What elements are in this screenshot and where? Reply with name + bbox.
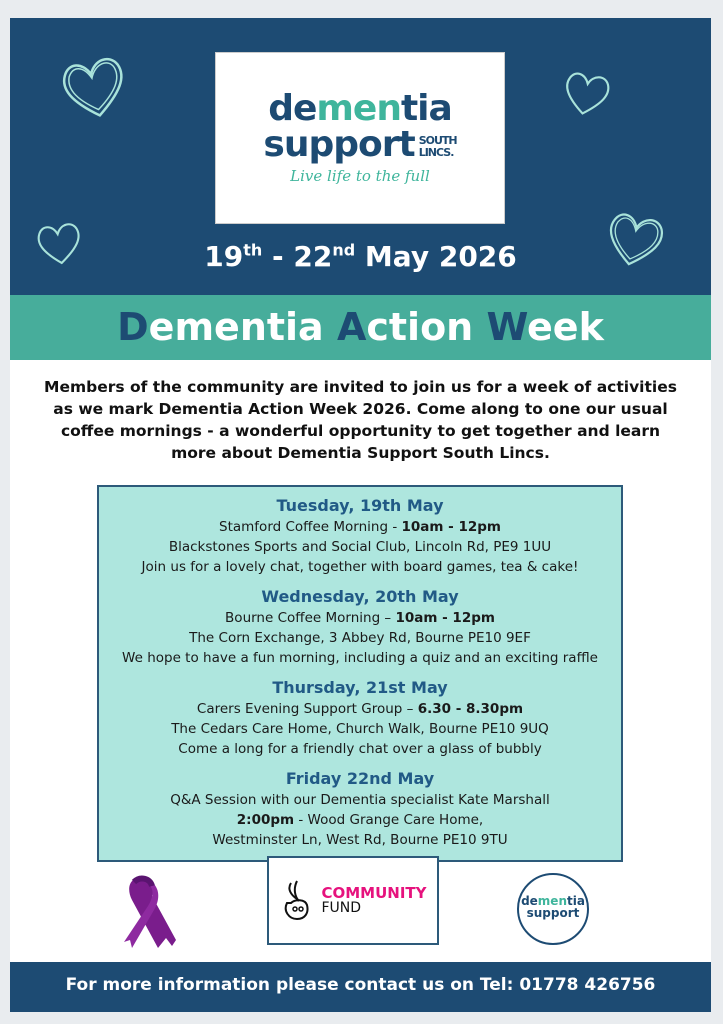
schedule-box [97, 485, 623, 862]
logo-text: tia [400, 88, 452, 129]
dementia-support-logo [215, 52, 505, 224]
logo-text: LINCS. [418, 146, 454, 159]
heart-icon [560, 68, 612, 118]
event-day: Wednesday, 20th May [261, 587, 459, 606]
event-day: Tuesday, 19th May [276, 496, 444, 515]
event-location: Westminster Ln, West Rd, Bourne PE10 9TU [212, 832, 508, 848]
event-day: Thursday, 21st May [272, 678, 448, 697]
crossed-fingers-icon [279, 879, 315, 923]
event-item: Wednesday, 20th May Bourne Coffee Morning – 10am - 12pm The Corn Exchange, 3 Abbey Rd, Bourne PE10 9EF We hope to have a fun morning, including a quiz and an exciting raffle [99, 586, 621, 668]
community-fund-text: FUND [321, 900, 362, 916]
event-day: Friday 22nd May [285, 769, 435, 788]
community-fund-text: COMMUNITY [321, 884, 427, 902]
dementia-support-round-logo: dementia support [517, 873, 589, 945]
logo-text: men [316, 88, 401, 129]
event-description: Q&A Session with our Dementia specialist Kate Marshall [170, 792, 550, 808]
community-fund-logo [267, 856, 439, 945]
intro-text: Members of the community are invited to join us for a week of activities as we mark Dementia Action Week 2026. Come along to one our usual coffee mornings - a wonderful opportunity to get together and learn more about Dementia Support South Lincs. [44, 378, 677, 462]
event-item: Tuesday, 19th May Stamford Coffee Morning - 10am - 12pm Blackstones Sports and Social Club, Lincoln Rd, PE9 1UU Join us for a lovely chat, together with board games, tea & cake! [99, 495, 621, 577]
event-location: Blackstones Sports and Social Club, Lincoln Rd, PE9 1UU [168, 539, 552, 555]
header-section [10, 18, 711, 295]
logo-text: de [268, 88, 317, 129]
event-description: Join us for a lovely chat, together with board games, tea & cake! [141, 559, 579, 575]
purple-ribbon-icon [118, 874, 178, 950]
event-description: We hope to have a fun morning, including a quiz and an exciting raffle [122, 650, 598, 666]
logo-tagline: Live life to the full [290, 167, 430, 185]
event-location: The Corn Exchange, 3 Abbey Rd, Bourne PE10 9EF [189, 630, 531, 646]
logo-text: SOUTH [418, 134, 457, 147]
heart-icon [58, 52, 130, 122]
event-dates: 19th - 22nd May 2026 [204, 240, 517, 273]
event-description: Come a long for a friendly chat over a glass of bubbly [178, 741, 542, 757]
page-title: Dementia Action Week [10, 295, 711, 360]
event-item: Friday 22nd May Q&A Session with our Dementia specialist Kate Marshall 2:00pm - Wood Grange Care Home, Westminster Ln, West Rd, Bourne PE10 9TU [99, 768, 621, 850]
poster [10, 18, 711, 1012]
logo-text: support [263, 124, 415, 165]
event-item: Thursday, 21st May Carers Evening Support Group – 6.30 - 8.30pm The Cedars Care Home, Church Walk, Bourne PE10 9UQ Come a long for a friendly chat over a glass of bubbly [99, 677, 621, 759]
contact-footer: For more information please contact us on Tel: 01778 426756 [10, 962, 711, 1012]
event-location: The Cedars Care Home, Church Walk, Bourne PE10 9UQ [171, 721, 549, 737]
